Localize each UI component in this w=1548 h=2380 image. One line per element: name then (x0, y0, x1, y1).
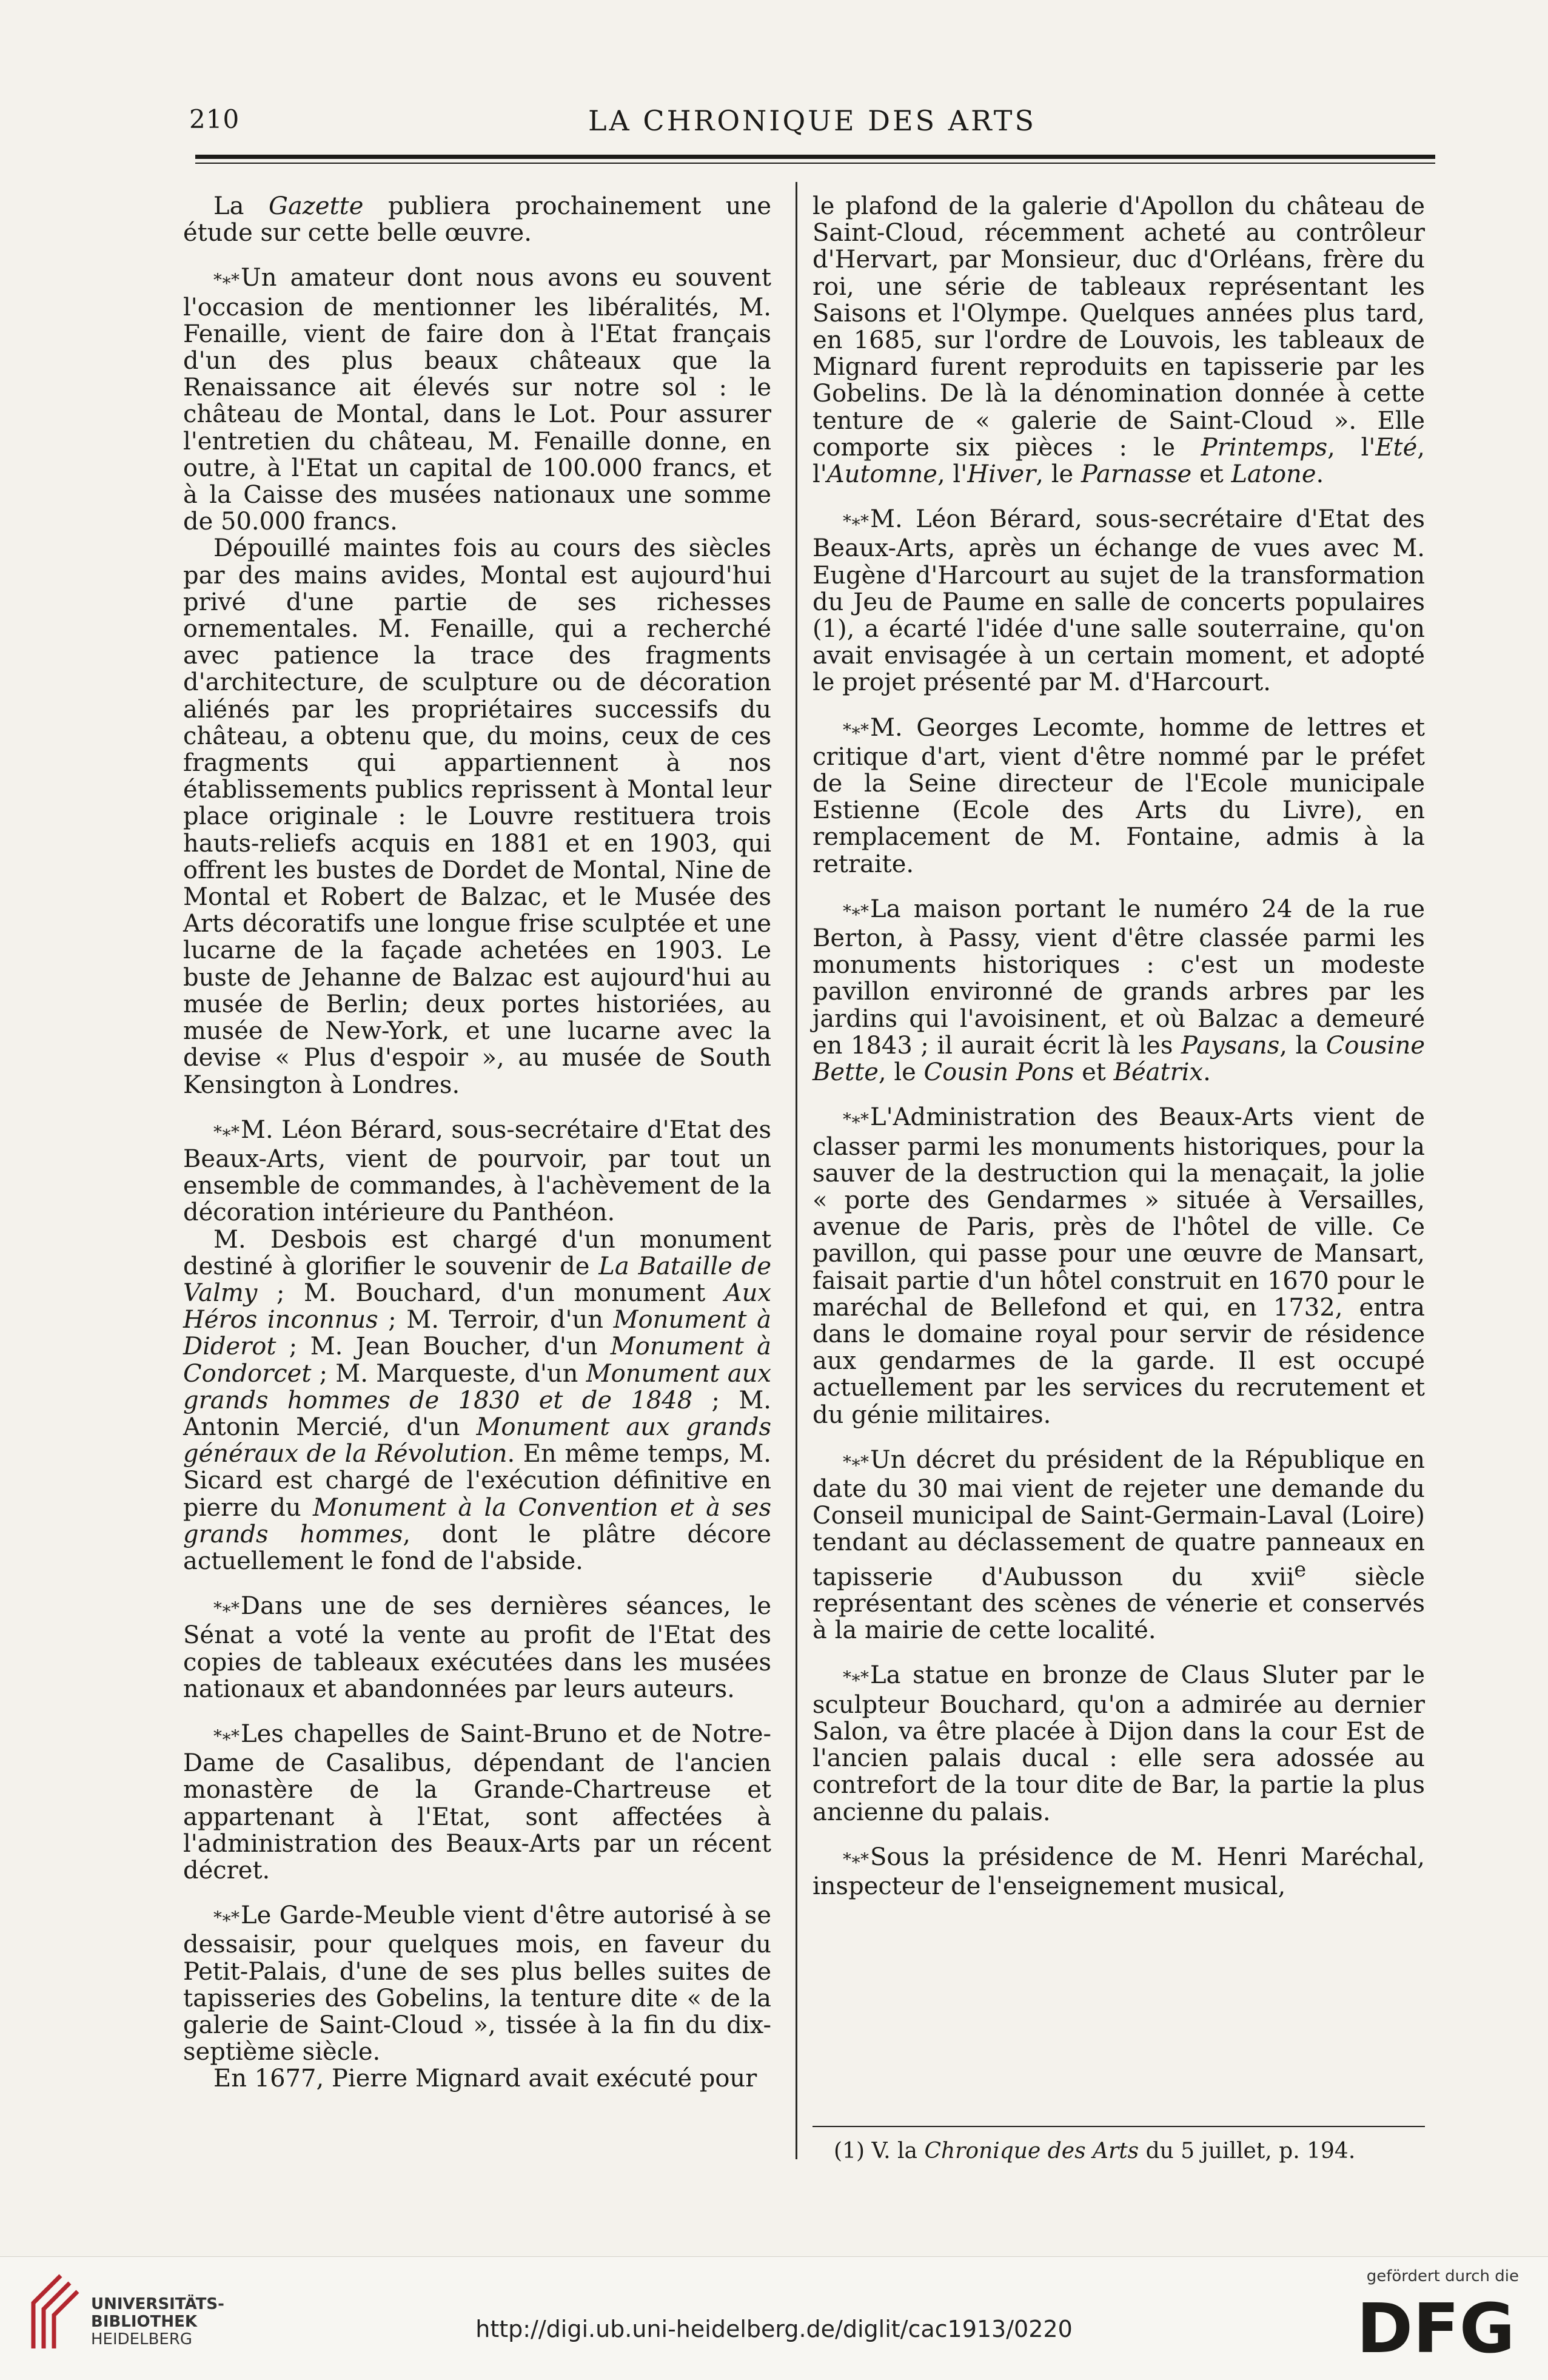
right-paragraph-0 (813, 193, 1425, 488)
library-name-line-2: BIBLIOTHEK (91, 2313, 198, 2331)
italic-title: Latone (1231, 460, 1316, 489)
text-run: M. Georges Lecomte, homme de lettres et critique d'art, vient d'être nommé par le préfet de la Seine directeur de l'Ecole municipale Estienne (Ecole des Arts du Livre), en remplacement de M. Fontaine, admis à la retraite. (813, 713, 1425, 878)
italic-title: Béatrix (1113, 1058, 1204, 1087)
asterism-ornament: *∗* (213, 1726, 239, 1746)
asterism-ornament: *∗* (843, 1109, 868, 1130)
text-run: publiera prochainement une étude sur cette belle œuvre. (183, 192, 771, 247)
footnote (834, 2138, 1428, 2165)
italic-title: Gazette (269, 192, 364, 220)
dfg-sponsor-label: gefördert durch die (1366, 2267, 1519, 2285)
text-run: Un amateur dont nous avons eu souvent l'occasion de mentionner les libéralités, M. Fenaille, vient de faire don à l'Etat français d'un des plus beaux châteaux que la Renaissance ait élevés sur notre sol : le château de Montal, dans le Lot. Pour assurer l'entretien du château, M. Fenaille donne, en outre, à l'Etat un capital de 100.000 francs, et à la Caisse des musées nationaux une somme de 50.000 francs. (183, 264, 771, 536)
text-run: ; M. Jean Boucher, d'un (276, 1333, 611, 1361)
text-run: ; M. Terroir, d'un (378, 1306, 614, 1334)
left-paragraph-3 (183, 1117, 771, 1226)
text-run: En 1677, Pierre Mignard avait exécuté pour (213, 2065, 757, 2093)
asterism-ornament: *∗* (843, 901, 868, 921)
italic-title: Monument aux grands hommes de 1830 et de 1848 (183, 1359, 771, 1414)
right-column (813, 193, 1425, 1900)
footnote-suffix: du 5 juillet, p. 194. (1139, 2139, 1356, 2163)
right-paragraph-4 (813, 1104, 1425, 1428)
italic-title: Monument à la Convention et à ses grands hommes (183, 1493, 771, 1548)
header-rule-thin (195, 163, 1435, 164)
asterism-ornament: *∗* (843, 511, 868, 532)
text-run: , l' (1327, 433, 1376, 462)
italic-title: Monument aux grands généraux de la Révolution (183, 1413, 771, 1468)
asterism-ornament: *∗* (843, 1451, 868, 1472)
left-paragraph-6 (183, 1721, 771, 1884)
italic-title: Monument à Condorcet (183, 1333, 772, 1388)
text-run: le plafond de la galerie d'Apollon du château de Saint-Cloud, récemment acheté au contrôleur d'Hervart, par Monsieur, duc d'Orléans, frère du roi, une série de tableaux représentant les Saisons et l'Olympe. Quelques années plus tard, en 1685, sur l'ordre de Louvois, les tableaux de Mignard furent reproduits en tapisserie par les Gobelins. De là la dénomination donnée à cette tenture de « galerie de Saint-Cloud ». Elle comporte six pièces : le (813, 192, 1425, 462)
text-run: M. Léon Bérard, sous-secrétaire d'Etat des Beaux-Arts, vient de pourvoir, par tout un ensemble de commandes, à l'achèvement de la décoration intérieure du Panthéon. (183, 1115, 771, 1227)
asterism-ornament: *∗* (213, 270, 239, 291)
text-run: Un décret du président de la République en date du 30 mai vient de rejeter une demande du Conseil municipal de Saint-Germain-Laval (Loire) tendant au déclassement de quatre panneaux en tapisserie d'Aubusson du xvii (813, 1445, 1425, 1591)
right-paragraph-5 (813, 1447, 1425, 1644)
text-run: L'Administration des Beaux-Arts vient de classer parmi les monuments historiques, pour la sauver de la destruction qui la menaçait, la jolie « porte des Gendarmes » située à Versailles, avenue de Paris, près de l'hôtel de ville. Ce pavillon, qui passe pour une œuvre de Mansart, faisait partie d'un hôtel construit en 1670 pour le maréchal de Bellefond et qui, en 1732, entra dans le domaine royal pour servir de résidence aux gendarmes de la garde. Il est occupé actuellement par les services du recrutement et du génie militaires. (813, 1103, 1425, 1429)
text-run: . (1316, 460, 1324, 489)
asterism-ornament: *∗* (843, 1849, 868, 1869)
text-run: et (1191, 460, 1231, 489)
left-paragraph-2 (183, 535, 771, 1098)
left-column (183, 193, 771, 2093)
text-run: siècle représentant des scènes de vénerie et conservés à la mairie de cette localité. (813, 1562, 1426, 1645)
italic-title: Cousine Bette (813, 1031, 1425, 1087)
text-run: ; M. Antonin Mercié, d'un (183, 1386, 771, 1441)
text-run: La (213, 192, 269, 220)
asterism-ornament: *∗* (213, 1598, 239, 1619)
footnote-prefix: (1) V. la (834, 2139, 925, 2163)
italic-title: Automne (826, 460, 937, 489)
left-paragraph-5 (183, 1593, 771, 1703)
italic-title: La Bataille de Valmy (183, 1252, 771, 1307)
footnote-rule (813, 2126, 1425, 2127)
library-name-line-1: UNIVERSITÄTS- (91, 2295, 224, 2313)
text-run: , le (1036, 460, 1081, 489)
right-paragraph-3 (813, 896, 1425, 1086)
asterism-ornament: *∗* (213, 1121, 239, 1142)
left-paragraph-4 (183, 1226, 771, 1575)
asterism-ornament: *∗* (213, 1908, 239, 1928)
right-paragraph-7 (813, 1844, 1425, 1900)
text-run: Le Garde-Meuble vient d'être autorisé à se dessaisir, pour quelques mois, en faveur du Petit-Palais, d'une de ses plus belles suites de tapisseries des Gobelins, la tenture dite « de la galerie de Saint-Cloud », tissée à la fin du dix-septième siècle. (183, 1901, 771, 2066)
dfg-logo-icon (1348, 2291, 1524, 2364)
right-paragraph-6 (813, 1662, 1425, 1825)
text-run: , le (878, 1058, 924, 1087)
italic-title: Eté (1375, 433, 1418, 462)
left-paragraph-1 (183, 264, 771, 535)
italic-title: Hiver (967, 460, 1036, 489)
library-name-line-3: HEIDELBERG (91, 2330, 193, 2348)
text-run: M. Léon Bérard, sous-secrétaire d'Etat des Beaux-Arts, après un échange de vues avec M. Eugène d'Harcourt au sujet de la transformation du Jeu de Paume en salle de concerts populaires (1), a écarté l'idée d'une salle souterraine, qu'on avait envisagée à un certain moment, et adopté le projet présenté par M. d'Harcourt. (813, 505, 1425, 697)
document-url[interactable]: http://digi.ub.uni-heidelberg.de/diglit/cac1913/0220 (475, 2316, 1073, 2342)
text-run: , la (1279, 1031, 1326, 1060)
italic-title: Parnasse (1081, 460, 1192, 489)
left-paragraph-7 (183, 1902, 771, 2065)
text-run: et (1074, 1058, 1114, 1087)
text-run: . (1203, 1058, 1211, 1087)
header-rule (195, 155, 1435, 159)
text-run: , dont le plâtre décore actuellement le fond de l'abside. (183, 1520, 772, 1575)
italic-title: Aux Héros inconnus (183, 1279, 771, 1334)
text-run: ; M. Bouchard, d'un monument (257, 1279, 725, 1307)
text-run: Sous la présidence de M. Henri Maréchal, inspecteur de l'enseignement musical, (813, 1843, 1425, 1900)
text-run: . En même temps, M. Sicard est chargé de l'exécution définitive en pierre du (183, 1440, 771, 1522)
left-paragraph-8 (183, 2065, 771, 2092)
text-run: ; M. Marqueste, d'un (311, 1359, 586, 1388)
text-run: La statue en bronze de Claus Sluter par le sculpteur Bouchard, qu'on a admirée au dernier Salon, va être placée à Dijon dans la cour Est de l'ancien palais ducal : elle sera adossée au contrefort de la tour dite de Bar, la partie la plus ancienne du palais. (813, 1661, 1425, 1826)
text-run: e (1294, 1557, 1307, 1581)
footnote-title: Chronique des Arts (924, 2139, 1139, 2163)
asterism-ornament: *∗* (843, 719, 868, 740)
italic-title: Printemps (1201, 433, 1328, 462)
journal-title: LA CHRONIQUE DES ARTS (588, 104, 1036, 137)
text-run: Dépouillé maintes fois au cours des siècles par des mains avides, Montal est aujourd'hui privé d'une partie de ses richesses ornementales. M. Fenaille, qui a recherché avec patience la trace des fragments d'architecture, de sculpture ou de décoration aliénés par les propriétaires successifs du château, a obtenu que, du moins, ceux de ces fragments qui appartiennent à nos établissements publics reprissent à Montal leur place originale : le Louvre restituera trois hauts-reliefs acquis en 1881 et en 1903, qui offrent les bustes de Dordet de Montal, Nine de Montal et Robert de Balzac, et le Musée des Arts décoratifs une longue frise sculptée et une lucarne de la façade achetées en 1903. Le buste de Jehanne de Balzac est aujourd'hui au musée de Berlin; deux portes historiées, au musée de New-York, et une lucarne avec la devise « Plus d'espoir », au musée de South Kensington à Londres. (183, 534, 771, 1099)
page-number: 210 (189, 104, 240, 134)
italic-title: Cousin Pons (923, 1058, 1074, 1087)
right-paragraph-2 (813, 714, 1425, 878)
dfg-logo-text: DFG (1356, 2291, 1515, 2364)
italic-title: Monument à Diderot (183, 1306, 772, 1361)
left-paragraph-0 (183, 193, 771, 246)
column-divider (796, 182, 797, 2159)
text-run: Dans une de ses dernières séances, le Sénat a voté la vente au profit de l'Etat des copies de tableaux exécutées dans les musées nationaux et abandonnées par leurs auteurs. (183, 1592, 771, 1703)
text-run: , l' (937, 460, 968, 489)
running-head (189, 104, 1435, 147)
text-run: , l' (813, 433, 1425, 489)
italic-title: Paysans (1181, 1031, 1280, 1060)
asterism-ornament: *∗* (843, 1667, 868, 1688)
text-run: Les chapelles de Saint-Bruno et de Notre-Dame de Casalibus, dépendant de l'ancien monastère de la Grande-Chartreuse et appartenant à l'Etat, sont affectées à l'administration des Beaux-Arts par un récent décret. (183, 1719, 771, 1884)
text-run: La maison portant le numéro 24 de la rue Berton, à Passy, vient d'être classée parmi les monuments historiques : c'est un modeste pavillon environné de grands arbres par les jardins qui l'avoisinent, et où Balzac a demeuré en 1843 ; il aurait écrit là les (813, 895, 1425, 1060)
text-run: M. Desbois est chargé d'un monument destiné à glorifier le souvenir de (183, 1225, 771, 1280)
right-paragraph-1 (813, 506, 1425, 696)
